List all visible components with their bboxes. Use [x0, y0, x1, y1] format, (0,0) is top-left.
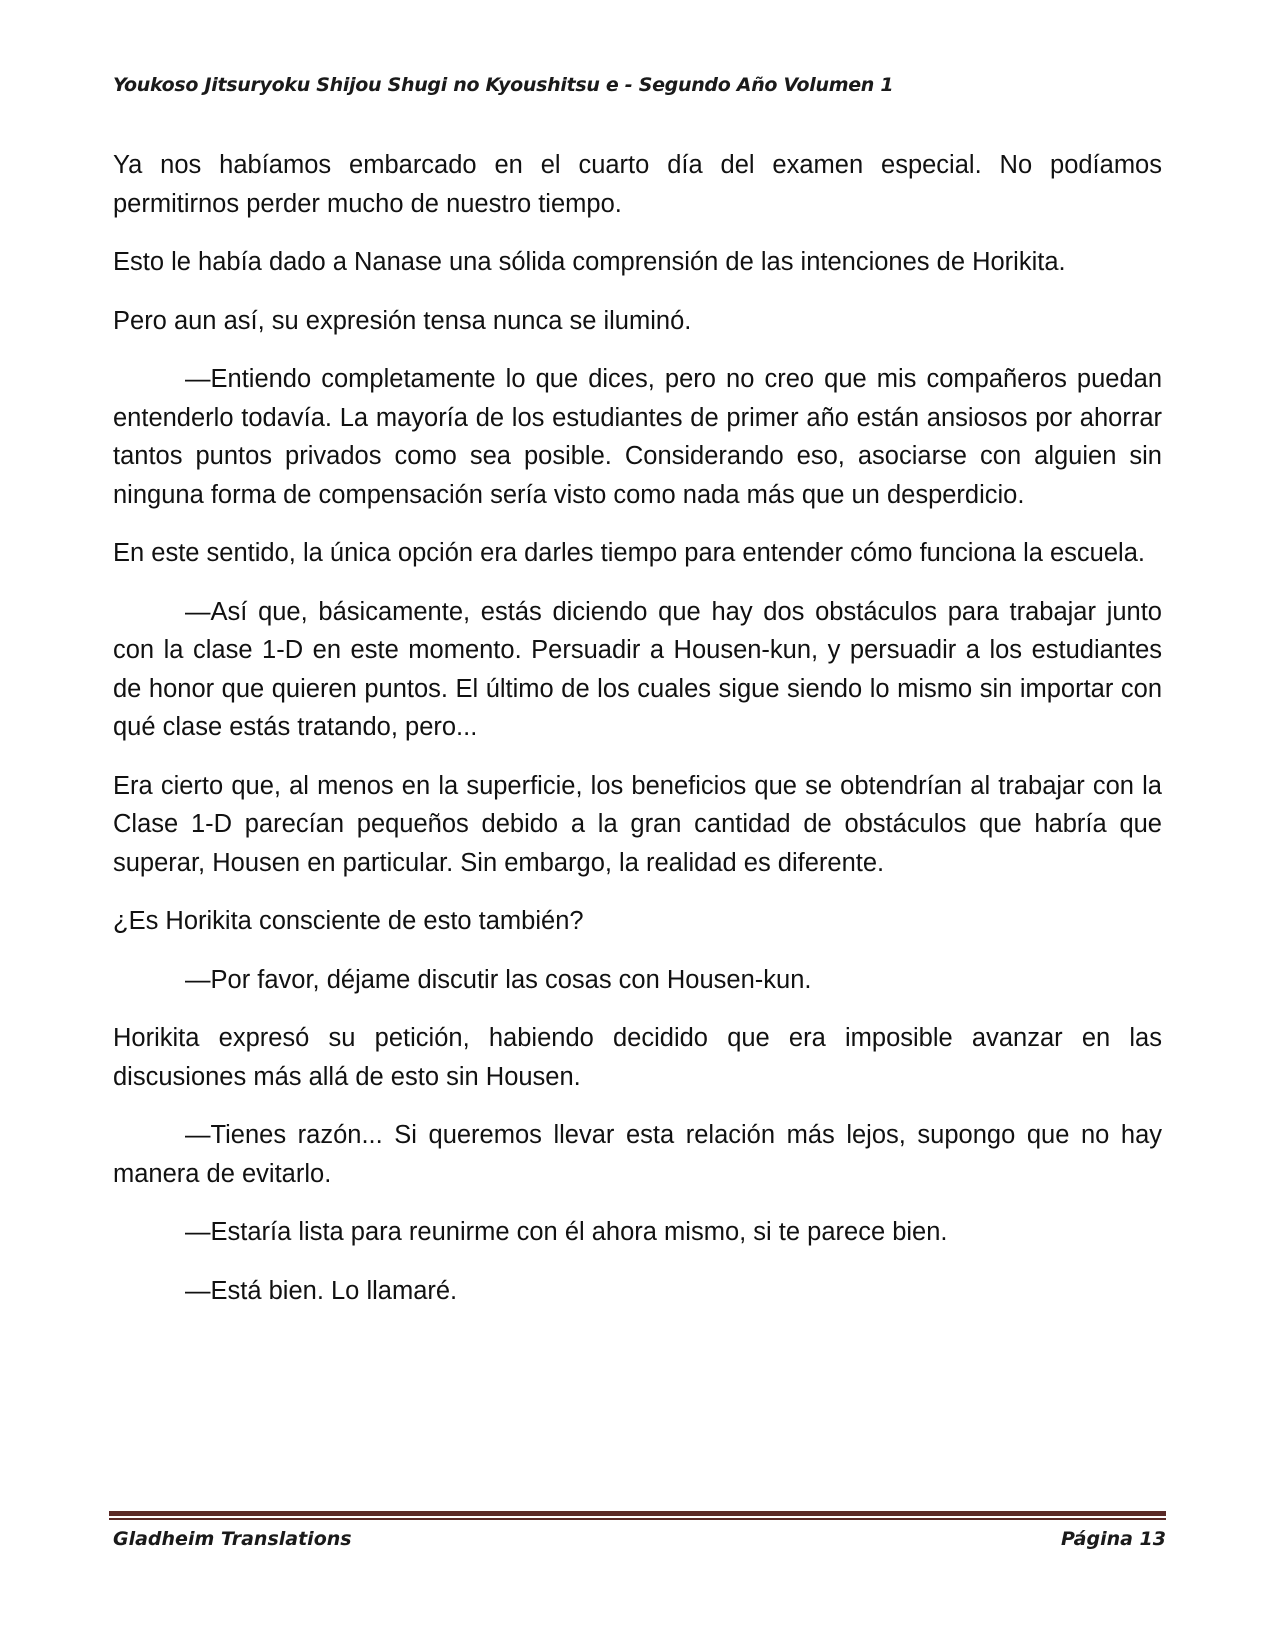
- footer-divider-thin: [109, 1518, 1166, 1520]
- footer-divider: [109, 1511, 1166, 1516]
- paragraph: Horikita expresó su petición, habiendo decidido que era imposible avanzar en las discusiones más allá de esto sin Housen.: [113, 1024, 1162, 1091]
- paragraph: Ya nos habíamos embarcado en el cuarto día del examen especial. No podíamos permitirnos perder mucho de nuestro tiempo.: [113, 151, 1162, 218]
- paragraph: Pero aun así, su expresión tensa nunca se iluminó.: [113, 306, 692, 335]
- dialog-paragraph: —Así que, básicamente, estás diciendo que hay dos obstáculos para trabajar junto con la clase 1-D en este momento. Persuadir a Housen-kun, y persuadir a los estudiantes de honor que quieren puntos. El último de los cuales sigue siendo lo mismo sin importar con qué clase estás tratando, pero...: [113, 597, 1162, 741]
- dialog-paragraph: —Estaría lista para reunirme con él ahora mismo, si te parece bien.: [185, 1218, 948, 1246]
- dialog-paragraph: —Entiendo completamente lo que dices, pero no creo que mis compañeros puedan entenderlo todavía. La mayoría de los estudiantes de primer año están ansiosos por ahorrar tantos puntos privados como sea posible. Considerando eso, asociarse con alguien sin ninguna forma de compensación sería visto como nada más que un desperdicio.: [113, 365, 1162, 509]
- paragraph: Era cierto que, al menos en la superficie, los beneficios que se obtendrían al trabajar con la Clase 1-D parecían pequeños debido a la gran cantidad de obstáculos que habría que superar, Housen en particular. Sin embargo, la realidad es diferente.: [113, 771, 1162, 877]
- paragraph: ¿Es Horikita consciente de esto también?: [113, 907, 584, 935]
- dialog-paragraph: —Por favor, déjame discutir las cosas con Housen-kun.: [185, 965, 812, 994]
- dialog-paragraph: —Tienes razón... Si queremos llevar esta relación más lejos, supongo que no hay manera de evitarlo.: [113, 1121, 1162, 1188]
- running-header: Youkoso Jitsuryoku Shijou Shugi no Kyoushitsu e - Segundo Año Volumen 1: [113, 74, 894, 96]
- dialog-paragraph: —Está bien. Lo llamaré.: [185, 1276, 458, 1305]
- paragraph: Esto le había dado a Nanase una sólida comprensión de las intenciones de Horikita.: [113, 248, 1066, 276]
- page-body: [113, 146, 1162, 1330]
- page-number: Página 13: [1060, 1528, 1166, 1550]
- footer-publisher: Gladheim Translations: [113, 1528, 352, 1550]
- paragraph: En este sentido, la única opción era darles tiempo para entender cómo funciona la escuela.: [113, 539, 1145, 567]
